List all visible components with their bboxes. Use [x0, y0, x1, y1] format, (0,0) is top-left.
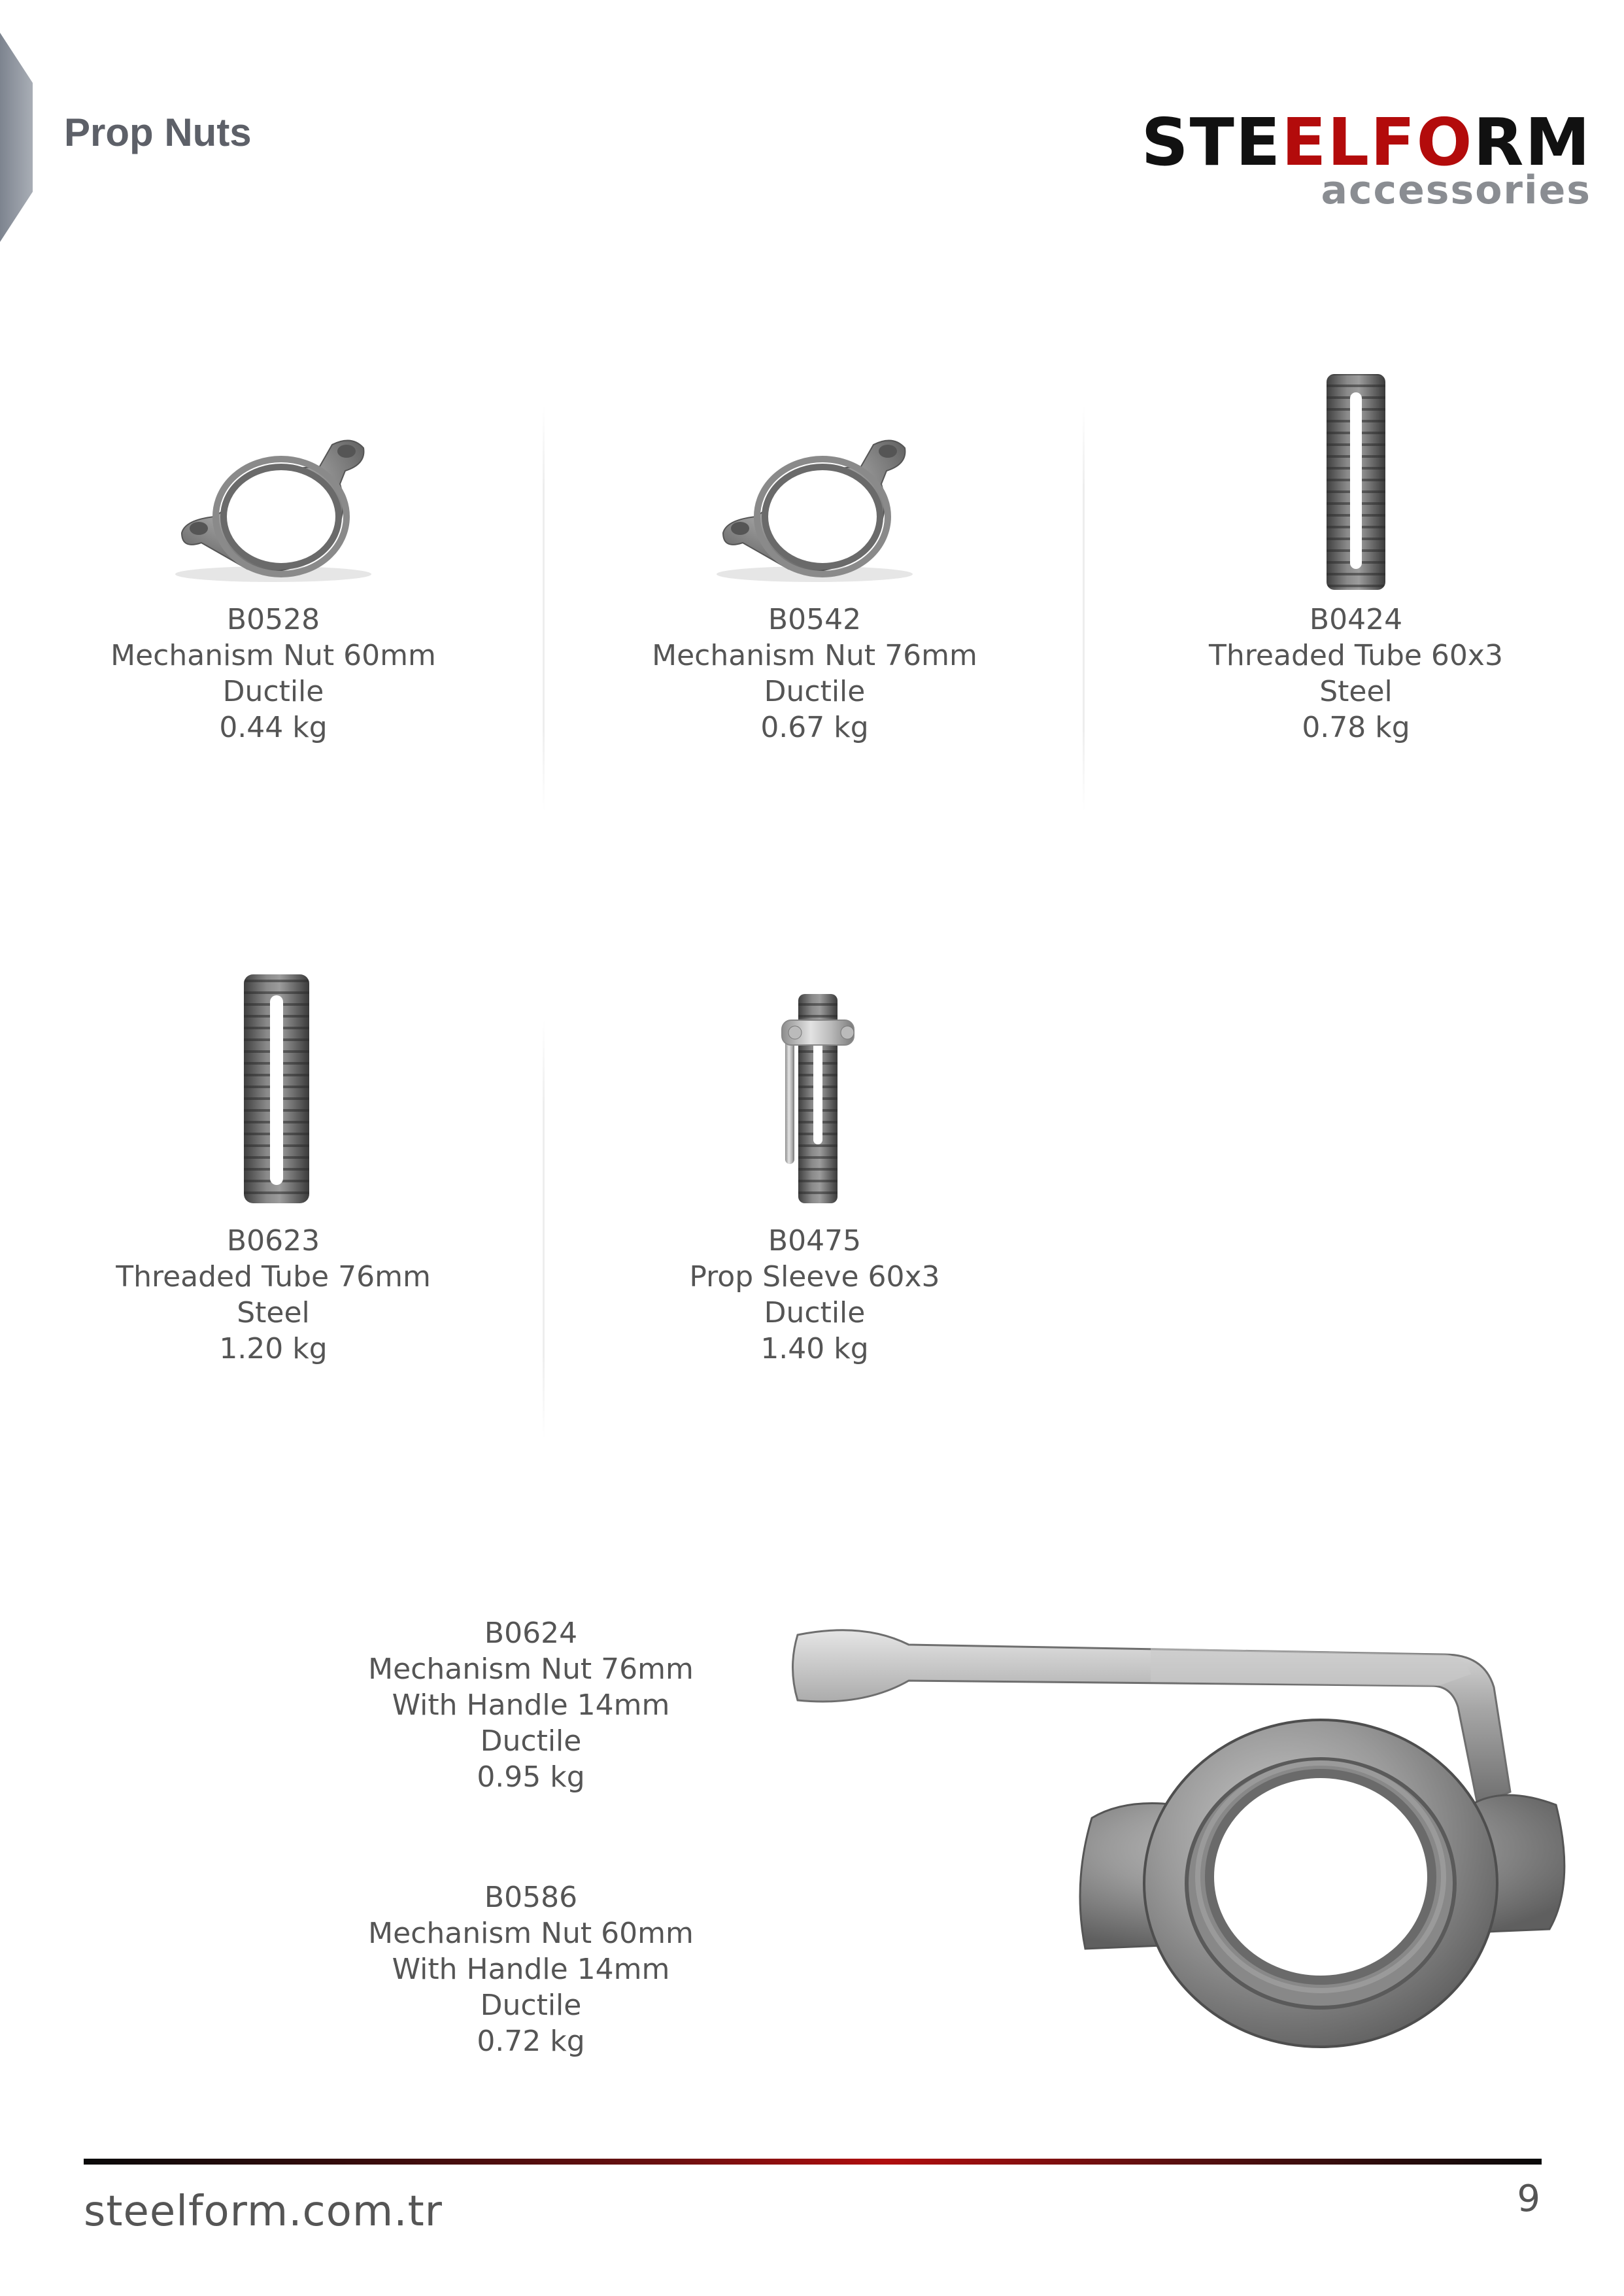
threaded-tube-icon — [1291, 353, 1421, 602]
product-card — [18, 948, 528, 1367]
product-name: Mechanism Nut 60mm — [110, 639, 436, 672]
product-card — [560, 948, 1070, 1367]
brand-logo — [1121, 104, 1591, 213]
wing-nut-icon — [156, 353, 391, 602]
product-material: Steel — [1319, 675, 1393, 708]
product-name: Threaded Tube 76mm — [116, 1260, 431, 1294]
product-material: Ductile — [480, 1989, 582, 2022]
product-code: B0542 — [768, 603, 862, 636]
product-extra: With Handle 14mm — [392, 1688, 670, 1722]
product-material: Ductile — [480, 1724, 582, 1758]
product-card — [560, 353, 1070, 745]
product-name: Mechanism Nut 60mm — [368, 1917, 694, 1950]
product-name: Mechanism Nut 76mm — [652, 639, 977, 672]
product-weight: 1.20 kg — [219, 1332, 328, 1365]
product-code: B0586 — [484, 1881, 578, 1914]
threaded-tube-icon — [195, 948, 352, 1223]
product-weight: 0.67 kg — [760, 711, 869, 744]
product-weight: 0.44 kg — [219, 711, 328, 744]
prop-sleeve-icon — [736, 948, 893, 1223]
product-name: Prop Sleeve 60x3 — [689, 1260, 940, 1294]
product-weight: 1.40 kg — [760, 1332, 869, 1365]
handle-nut-icon — [785, 1609, 1595, 2066]
product-weight: 0.95 kg — [477, 1760, 585, 1794]
logo-brand-text: STEELFORM — [1141, 104, 1591, 180]
product-code: B0528 — [226, 603, 320, 636]
column-divider — [543, 1020, 545, 1439]
product-weight: 0.72 kg — [477, 2025, 585, 2058]
product-extra: With Handle 14mm — [392, 1953, 670, 1986]
footer-divider — [84, 2159, 1542, 2165]
product-card — [18, 353, 528, 745]
product-card — [1101, 353, 1611, 745]
product-weight: 0.78 kg — [1302, 711, 1410, 744]
product-material: Ductile — [222, 675, 324, 708]
product-name: Mechanism Nut 76mm — [368, 1653, 694, 1686]
product-material: Steel — [237, 1296, 310, 1329]
product-name: Threaded Tube 60x3 — [1209, 639, 1503, 672]
wing-nut-icon — [697, 353, 932, 602]
side-tab-decoration — [0, 33, 33, 242]
product-code: B0475 — [768, 1224, 862, 1258]
product-code: B0624 — [484, 1617, 578, 1650]
logo-subtitle: accessories — [1321, 167, 1591, 213]
product-material: Ductile — [764, 1296, 866, 1329]
handle-product-caption — [302, 1879, 760, 2059]
footer-website[interactable]: steelform.com.tr — [84, 2187, 443, 2236]
column-divider — [1083, 405, 1085, 811]
product-code: B0623 — [226, 1224, 320, 1258]
handle-product-caption — [302, 1615, 760, 1795]
page-number: 9 — [1517, 2178, 1540, 2220]
product-code: B0424 — [1309, 603, 1403, 636]
page-title: Prop Nuts — [64, 111, 252, 154]
product-material: Ductile — [764, 675, 866, 708]
column-divider — [543, 405, 545, 811]
